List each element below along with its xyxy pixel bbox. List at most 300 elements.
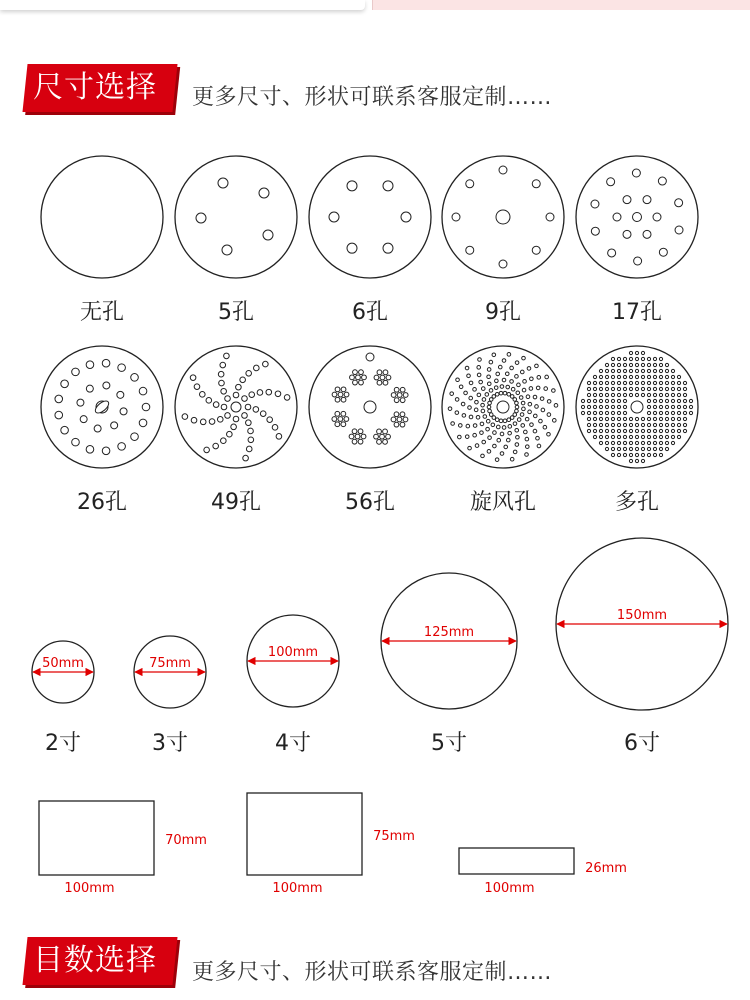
- hole: [233, 392, 239, 398]
- hole: [659, 399, 662, 402]
- hole: [671, 369, 674, 372]
- hole: [653, 357, 656, 360]
- hole: [335, 397, 340, 402]
- section-subtitle: 更多尺寸、形状可联系客服定制……: [192, 85, 553, 110]
- hole: [352, 439, 357, 444]
- hole: [233, 416, 239, 422]
- hole: [671, 393, 674, 396]
- hole: [508, 425, 512, 429]
- hole: [659, 435, 662, 438]
- hole: [469, 381, 473, 385]
- hole: [641, 387, 644, 390]
- hole: [629, 363, 632, 366]
- hole: [204, 447, 210, 453]
- hole: [182, 414, 188, 420]
- hole: [394, 387, 399, 392]
- hole: [665, 429, 668, 432]
- hole: [515, 428, 519, 432]
- hole: [635, 423, 638, 426]
- hole: [617, 369, 620, 372]
- hole-pattern-label: 9孔: [485, 300, 521, 325]
- hole: [461, 402, 465, 406]
- hole: [617, 447, 620, 450]
- hole: [386, 375, 391, 380]
- hole: [366, 353, 374, 361]
- hole: [689, 405, 692, 408]
- section-title: 尺寸选择: [33, 70, 157, 105]
- hole: [593, 405, 596, 408]
- hole: [539, 419, 543, 423]
- hole: [540, 397, 544, 401]
- hole: [623, 447, 626, 450]
- hole: [477, 393, 481, 397]
- hole: [629, 429, 632, 432]
- hole: [394, 422, 399, 427]
- hole: [469, 396, 473, 400]
- hole: [641, 375, 644, 378]
- hole: [525, 453, 529, 457]
- hole: [659, 417, 662, 420]
- hole: [219, 380, 225, 386]
- hole: [535, 405, 539, 409]
- hole: [677, 375, 680, 378]
- hole: [581, 405, 584, 408]
- hole-pattern-disc: [442, 156, 564, 325]
- hole: [464, 391, 468, 395]
- hole: [677, 435, 680, 438]
- hole-pattern-label: 49孔: [211, 490, 261, 515]
- hole: [391, 393, 396, 398]
- hole: [635, 369, 638, 372]
- hole: [196, 213, 206, 223]
- hole: [267, 417, 273, 423]
- hole: [611, 393, 614, 396]
- hole-pattern-disc: [309, 346, 431, 515]
- hole: [605, 411, 608, 414]
- hole: [520, 413, 524, 417]
- hole: [677, 387, 680, 390]
- hole: [335, 387, 340, 392]
- hole: [508, 431, 512, 435]
- hole: [358, 439, 363, 444]
- section-title-2: 目数选择: [33, 943, 157, 978]
- hole: [599, 417, 602, 420]
- hole: [677, 399, 680, 402]
- hole: [653, 441, 656, 444]
- diameter-label: 150mm: [616, 608, 668, 623]
- hole: [599, 405, 602, 408]
- hole: [635, 441, 638, 444]
- hole: [605, 447, 608, 450]
- hole: [647, 429, 650, 432]
- hole: [641, 393, 644, 396]
- hole: [383, 243, 393, 253]
- hole: [495, 458, 499, 462]
- hole: [529, 387, 533, 391]
- hole: [118, 364, 126, 372]
- size-label: 2寸: [45, 731, 81, 756]
- rect-size: [247, 793, 415, 896]
- hole: [605, 405, 608, 408]
- hole: [513, 450, 517, 454]
- hole: [131, 433, 139, 441]
- hole: [665, 411, 668, 414]
- hole: [473, 424, 477, 428]
- hole: [611, 363, 614, 366]
- hole: [341, 422, 346, 427]
- hole: [671, 387, 674, 390]
- hole: [623, 393, 626, 396]
- hole: [525, 437, 529, 441]
- hole: [599, 435, 602, 438]
- hole: [587, 387, 590, 390]
- hole-pattern-disc: [309, 156, 431, 325]
- hole: [61, 380, 69, 388]
- hole: [665, 381, 668, 384]
- hole: [383, 439, 388, 444]
- hole-pattern-label: 多孔: [614, 490, 660, 515]
- hole: [623, 387, 626, 390]
- hole: [391, 417, 396, 422]
- hole: [468, 406, 472, 410]
- height-label: 75mm: [373, 829, 415, 844]
- hole: [599, 381, 602, 384]
- hole: [522, 388, 526, 392]
- hole: [671, 405, 674, 408]
- hole: [591, 227, 599, 235]
- hole: [659, 411, 662, 414]
- hole: [647, 423, 650, 426]
- hole: [397, 393, 402, 398]
- hole: [635, 393, 638, 396]
- hole: [665, 435, 668, 438]
- hole: [522, 407, 526, 411]
- hole: [593, 417, 596, 420]
- hole: [383, 380, 388, 385]
- hole: [397, 417, 402, 422]
- hole: [500, 385, 504, 389]
- hole: [611, 423, 614, 426]
- round-size-disc: [556, 538, 728, 756]
- hole: [263, 230, 273, 240]
- hole: [487, 368, 491, 372]
- hole: [72, 438, 80, 446]
- hole-pattern-disc: [576, 156, 698, 325]
- hole: [458, 435, 462, 439]
- hole: [617, 441, 620, 444]
- hole: [683, 429, 686, 432]
- hole: [587, 381, 590, 384]
- hole: [530, 377, 534, 381]
- diameter-label: 125mm: [423, 625, 475, 640]
- hole: [482, 398, 486, 402]
- hole-pattern-label: 5孔: [218, 300, 254, 325]
- rect-outline: [39, 801, 154, 875]
- hole: [505, 372, 509, 376]
- hole: [383, 370, 388, 375]
- hole: [248, 428, 254, 434]
- hole: [217, 417, 223, 423]
- hole: [510, 366, 514, 370]
- hole: [191, 417, 197, 423]
- hole: [677, 393, 680, 396]
- hole: [502, 359, 506, 363]
- hole: [611, 411, 614, 414]
- hole-pattern-disc: [576, 346, 698, 515]
- hole: [641, 351, 644, 354]
- hole: [55, 395, 63, 403]
- hole: [593, 411, 596, 414]
- height-label: 26mm: [585, 861, 627, 876]
- hole: [523, 380, 527, 384]
- hole: [525, 417, 529, 421]
- hole: [335, 411, 340, 416]
- hole-pattern-label: 17孔: [612, 300, 662, 325]
- hole: [643, 196, 651, 204]
- hole: [537, 376, 541, 380]
- hole: [641, 447, 644, 450]
- hole: [253, 407, 259, 413]
- hole: [489, 360, 493, 364]
- hole: [272, 425, 278, 431]
- hole: [617, 417, 620, 420]
- hole: [358, 429, 363, 434]
- hole: [465, 366, 469, 370]
- hole: [629, 423, 632, 426]
- hole: [473, 433, 477, 437]
- hole: [647, 405, 650, 408]
- hole: [647, 357, 650, 360]
- hole: [631, 401, 643, 413]
- hole: [611, 435, 614, 438]
- hole: [248, 437, 254, 443]
- hole: [394, 398, 399, 403]
- hole: [515, 405, 519, 409]
- hole: [403, 417, 408, 422]
- hole: [617, 363, 620, 366]
- width-label: 100mm: [484, 881, 535, 896]
- hole: [647, 369, 650, 372]
- hole: [525, 445, 529, 449]
- hole: [671, 423, 674, 426]
- hole: [332, 417, 337, 422]
- hole: [377, 439, 382, 444]
- hole: [629, 387, 632, 390]
- hole: [347, 243, 357, 253]
- hole: [496, 372, 500, 376]
- hole: [503, 391, 507, 395]
- hole: [532, 246, 540, 254]
- hole: [641, 429, 644, 432]
- hole: [536, 386, 540, 390]
- hole: [200, 392, 206, 398]
- hole: [659, 423, 662, 426]
- hole: [653, 393, 656, 396]
- hole: [623, 381, 626, 384]
- hole: [641, 417, 644, 420]
- hole: [635, 375, 638, 378]
- round-size-disc: [134, 636, 206, 756]
- hole: [593, 381, 596, 384]
- hole-pattern-label: 无孔: [79, 300, 125, 325]
- hole: [344, 392, 349, 397]
- hole: [623, 423, 626, 426]
- hole: [495, 392, 499, 396]
- hole: [623, 435, 626, 438]
- hole: [335, 422, 340, 427]
- hole: [487, 382, 491, 386]
- hole: [599, 411, 602, 414]
- hole: [613, 213, 621, 221]
- hole: [515, 409, 519, 413]
- hole: [466, 424, 470, 428]
- hole: [617, 357, 620, 360]
- hole: [599, 429, 602, 432]
- hole: [466, 180, 474, 188]
- hole: [86, 361, 94, 369]
- hole: [605, 381, 608, 384]
- hole: [341, 411, 346, 416]
- hole: [629, 393, 632, 396]
- hole: [535, 364, 539, 368]
- hole: [347, 181, 357, 191]
- hole: [593, 423, 596, 426]
- hole: [647, 447, 650, 450]
- hole: [689, 411, 692, 414]
- hole: [607, 178, 615, 186]
- hole: [659, 393, 662, 396]
- hole: [659, 369, 662, 372]
- hole: [605, 369, 608, 372]
- hole: [677, 417, 680, 420]
- hole: [611, 381, 614, 384]
- hole: [593, 393, 596, 396]
- hole: [623, 399, 626, 402]
- hole: [605, 417, 608, 420]
- hole: [671, 435, 674, 438]
- hole: [653, 447, 656, 450]
- hole: [487, 375, 491, 379]
- hole: [611, 447, 614, 450]
- hole: [266, 389, 272, 395]
- hole: [599, 423, 602, 426]
- hole: [665, 393, 668, 396]
- hole: [611, 357, 614, 360]
- hole: [599, 369, 602, 372]
- hole: [617, 393, 620, 396]
- hole: [374, 434, 379, 439]
- hole: [608, 249, 616, 257]
- hole: [94, 425, 101, 432]
- hole: [498, 365, 502, 369]
- hole: [236, 384, 242, 390]
- hole: [641, 357, 644, 360]
- hole: [671, 375, 674, 378]
- hole: [671, 381, 674, 384]
- hole: [483, 415, 487, 419]
- hole: [400, 412, 405, 417]
- hole: [249, 392, 255, 398]
- hole: [487, 405, 491, 409]
- hole: [200, 419, 206, 425]
- hole: [623, 230, 631, 238]
- hole: [341, 397, 346, 402]
- hole: [507, 418, 511, 422]
- hole: [635, 417, 638, 420]
- hole: [629, 417, 632, 420]
- hole: [671, 429, 674, 432]
- hole: [671, 441, 674, 444]
- hole: [641, 459, 644, 462]
- hole: [477, 366, 481, 370]
- hole: [225, 396, 231, 402]
- hole: [497, 401, 509, 413]
- hole: [617, 453, 620, 456]
- hole: [222, 245, 232, 255]
- hole: [653, 363, 656, 366]
- hole: [659, 248, 667, 256]
- hole: [617, 375, 620, 378]
- hole: [653, 405, 656, 408]
- hole: [383, 429, 388, 434]
- hole: [246, 446, 252, 452]
- hole: [400, 422, 405, 427]
- hole: [587, 417, 590, 420]
- size-label: 6寸: [624, 731, 660, 756]
- diameter-label: 50mm: [42, 656, 84, 671]
- hole: [502, 378, 506, 382]
- hole: [111, 422, 118, 429]
- size-label: 4寸: [275, 731, 311, 756]
- hole: [504, 445, 508, 449]
- hole: [102, 447, 110, 455]
- hole: [605, 387, 608, 390]
- hole: [243, 455, 249, 461]
- hole: [593, 387, 596, 390]
- hole: [647, 363, 650, 366]
- hole: [480, 422, 484, 426]
- hole: [683, 423, 686, 426]
- rect-size: [459, 848, 627, 896]
- hole: [647, 417, 650, 420]
- hole: [527, 367, 531, 371]
- hole: [242, 413, 248, 419]
- hole: [659, 447, 662, 450]
- hole: [533, 414, 537, 418]
- hole: [142, 403, 150, 411]
- hole: [383, 181, 393, 191]
- hole: [86, 446, 94, 454]
- hole: [72, 368, 80, 376]
- hole: [139, 387, 147, 395]
- hole: [599, 387, 602, 390]
- hole: [581, 411, 584, 414]
- hole: [617, 423, 620, 426]
- hole: [647, 387, 650, 390]
- hole: [593, 435, 596, 438]
- hole: [213, 402, 219, 408]
- hole: [683, 381, 686, 384]
- hole: [552, 389, 556, 393]
- hole: [617, 435, 620, 438]
- hole-pattern-label: 56孔: [345, 490, 395, 515]
- round-size-disc: [32, 641, 94, 756]
- hole: [629, 375, 632, 378]
- hole: [675, 199, 683, 207]
- hole: [633, 213, 642, 222]
- hole: [194, 384, 200, 390]
- hole: [515, 401, 519, 405]
